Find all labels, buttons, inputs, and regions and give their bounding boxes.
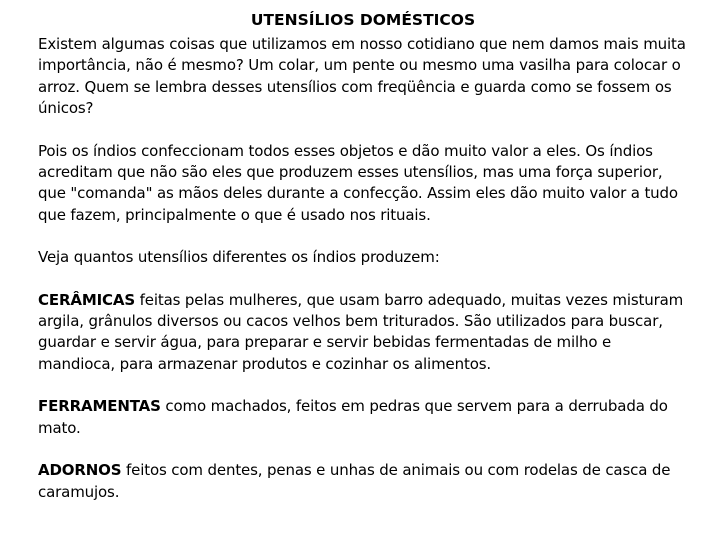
page-title: UTENSÍLIOS DOMÉSTICOS [250,11,476,29]
ceramicas-paragraph [38,290,688,376]
ceramicas-text: feitas pelas mulheres, que usam barro adequado, muitas vezes misturam argila, grânulos diversos ou cacos velhos bem triturados. São utilizados para buscar, guardar e servir água, para preparar e servir bebidas fermentadas de milho e mandioca, para armazenar produtos e cozinhar os alimentos. [38,290,684,373]
adornos-paragraph [38,460,688,503]
ceramicas-term: CERÂMICAS [38,290,135,309]
ferramentas-text: como machados, feitos em pedras que servem para a derrubada do mato. [38,397,668,437]
adornos-text: feitos com dentes, penas e unhas de animais ou com rodelas de casca de caramujos. [38,461,671,501]
ferramentas-term: FERRAMENTAS [38,397,161,416]
indios-paragraph: Pois os índios confeccionam todos esses objetos e dão muito valor a eles. Os índios acreditam que não são eles que produzem esses utensílios, mas uma força superior, que "comanda" as mãos deles durante a confecção. Assim eles dão muito valor a tudo que fazem, principalmente o que é usado nos rituais. [38,141,678,224]
adornos-term: ADORNOS [38,461,122,480]
slide [38,10,688,524]
veja-paragraph: Veja quantos utensílios diferentes os índios produzem: [38,248,440,267]
ferramentas-paragraph [38,396,688,439]
intro-paragraph: Existem algumas coisas que utilizamos em nosso cotidiano que nem damos mais muita importância, não é mesmo? Um colar, um pente ou mesmo uma vasilha para colocar o arroz. Quem se lembra desses utensílios com freqüência e guarda como se fossem os únicos? [38,35,686,118]
